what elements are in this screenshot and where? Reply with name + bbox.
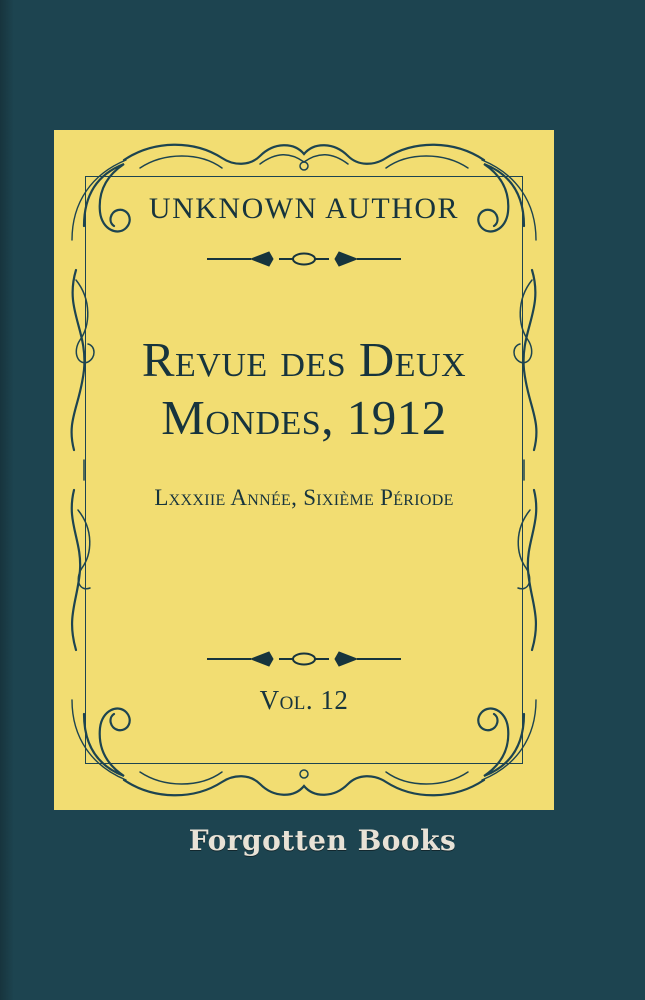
page-title [98, 331, 510, 447]
title-line-1: Revue des Deux [141, 332, 467, 387]
author-name: UNKNOWN AUTHOR [148, 192, 460, 225]
volume-block [98, 626, 510, 716]
publisher-logo: Forgotten Books [188, 824, 457, 857]
subtitle: Lxxxiie Année, Sixième Période [154, 484, 454, 510]
cover-panel [54, 130, 554, 810]
title-line-2: Mondes, 1912 [161, 389, 447, 445]
cover-text-block [98, 176, 510, 764]
volume-label: Vol. 12 [259, 685, 349, 715]
ornamental-divider-top [199, 248, 409, 270]
ornamental-divider-bottom [199, 648, 409, 670]
